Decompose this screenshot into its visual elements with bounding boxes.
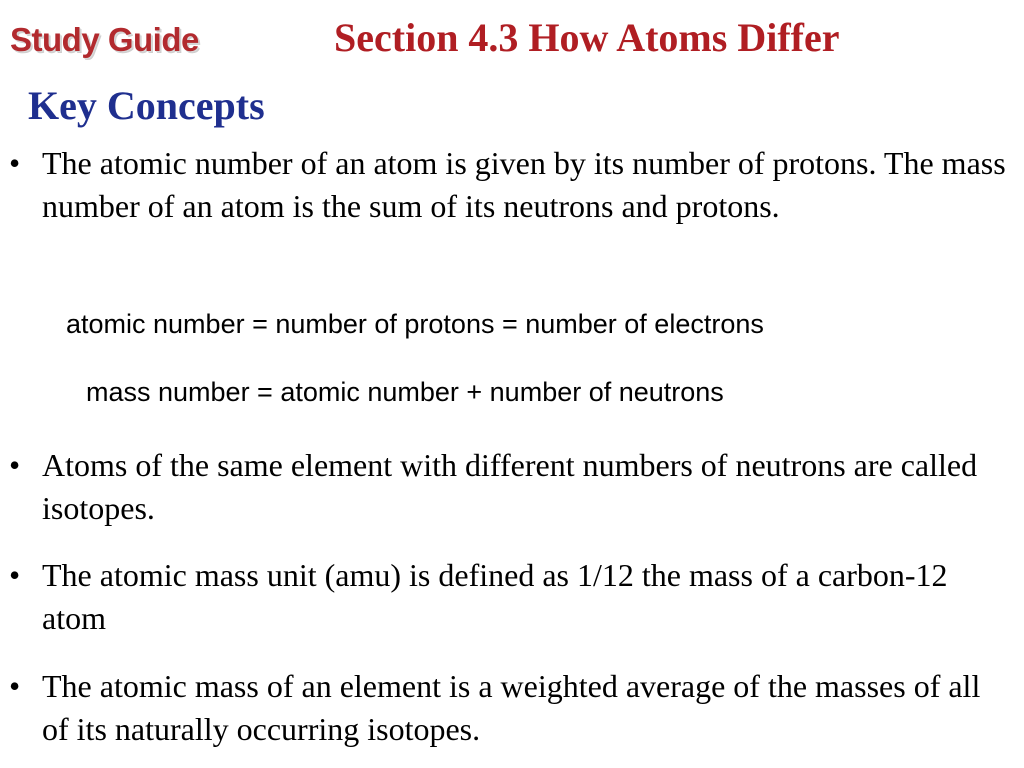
section-title: Section 4.3 How Atoms Differ (334, 15, 840, 60)
key-concepts-heading: Key Concepts (28, 83, 265, 128)
bullet-item-amu (0, 554, 1010, 640)
formula-mass-number: mass number = atomic number + number of neutrons (86, 377, 724, 407)
bullet-item-isotopes (0, 444, 1010, 530)
bullet-item-atomic-mass (0, 665, 1010, 751)
study-guide-logo: Study Guide (10, 21, 199, 58)
bullet-text: The atomic mass of an element is a weighted average of the masses of all of its naturally occurring isotopes. (42, 668, 981, 747)
bullet-text: Atoms of the same element with different numbers of neutrons are called isotopes. (42, 447, 978, 526)
bullet-icon: • (9, 145, 21, 181)
bullet-text: The atomic number of an atom is given by its number of protons. The mass number of an atom is the sum of its neutrons and protons. (42, 145, 1006, 224)
bullet-item-atomic-number (0, 142, 1010, 272)
bullet-icon: • (9, 668, 21, 704)
bullet-text: The atomic mass unit (amu) is defined as 1/12 the mass of a carbon-12 atom (42, 557, 948, 636)
bullet-icon: • (9, 557, 21, 593)
formula-atomic-number: atomic number = number of protons = number of electrons (66, 309, 764, 339)
bullet-icon: • (9, 447, 21, 483)
